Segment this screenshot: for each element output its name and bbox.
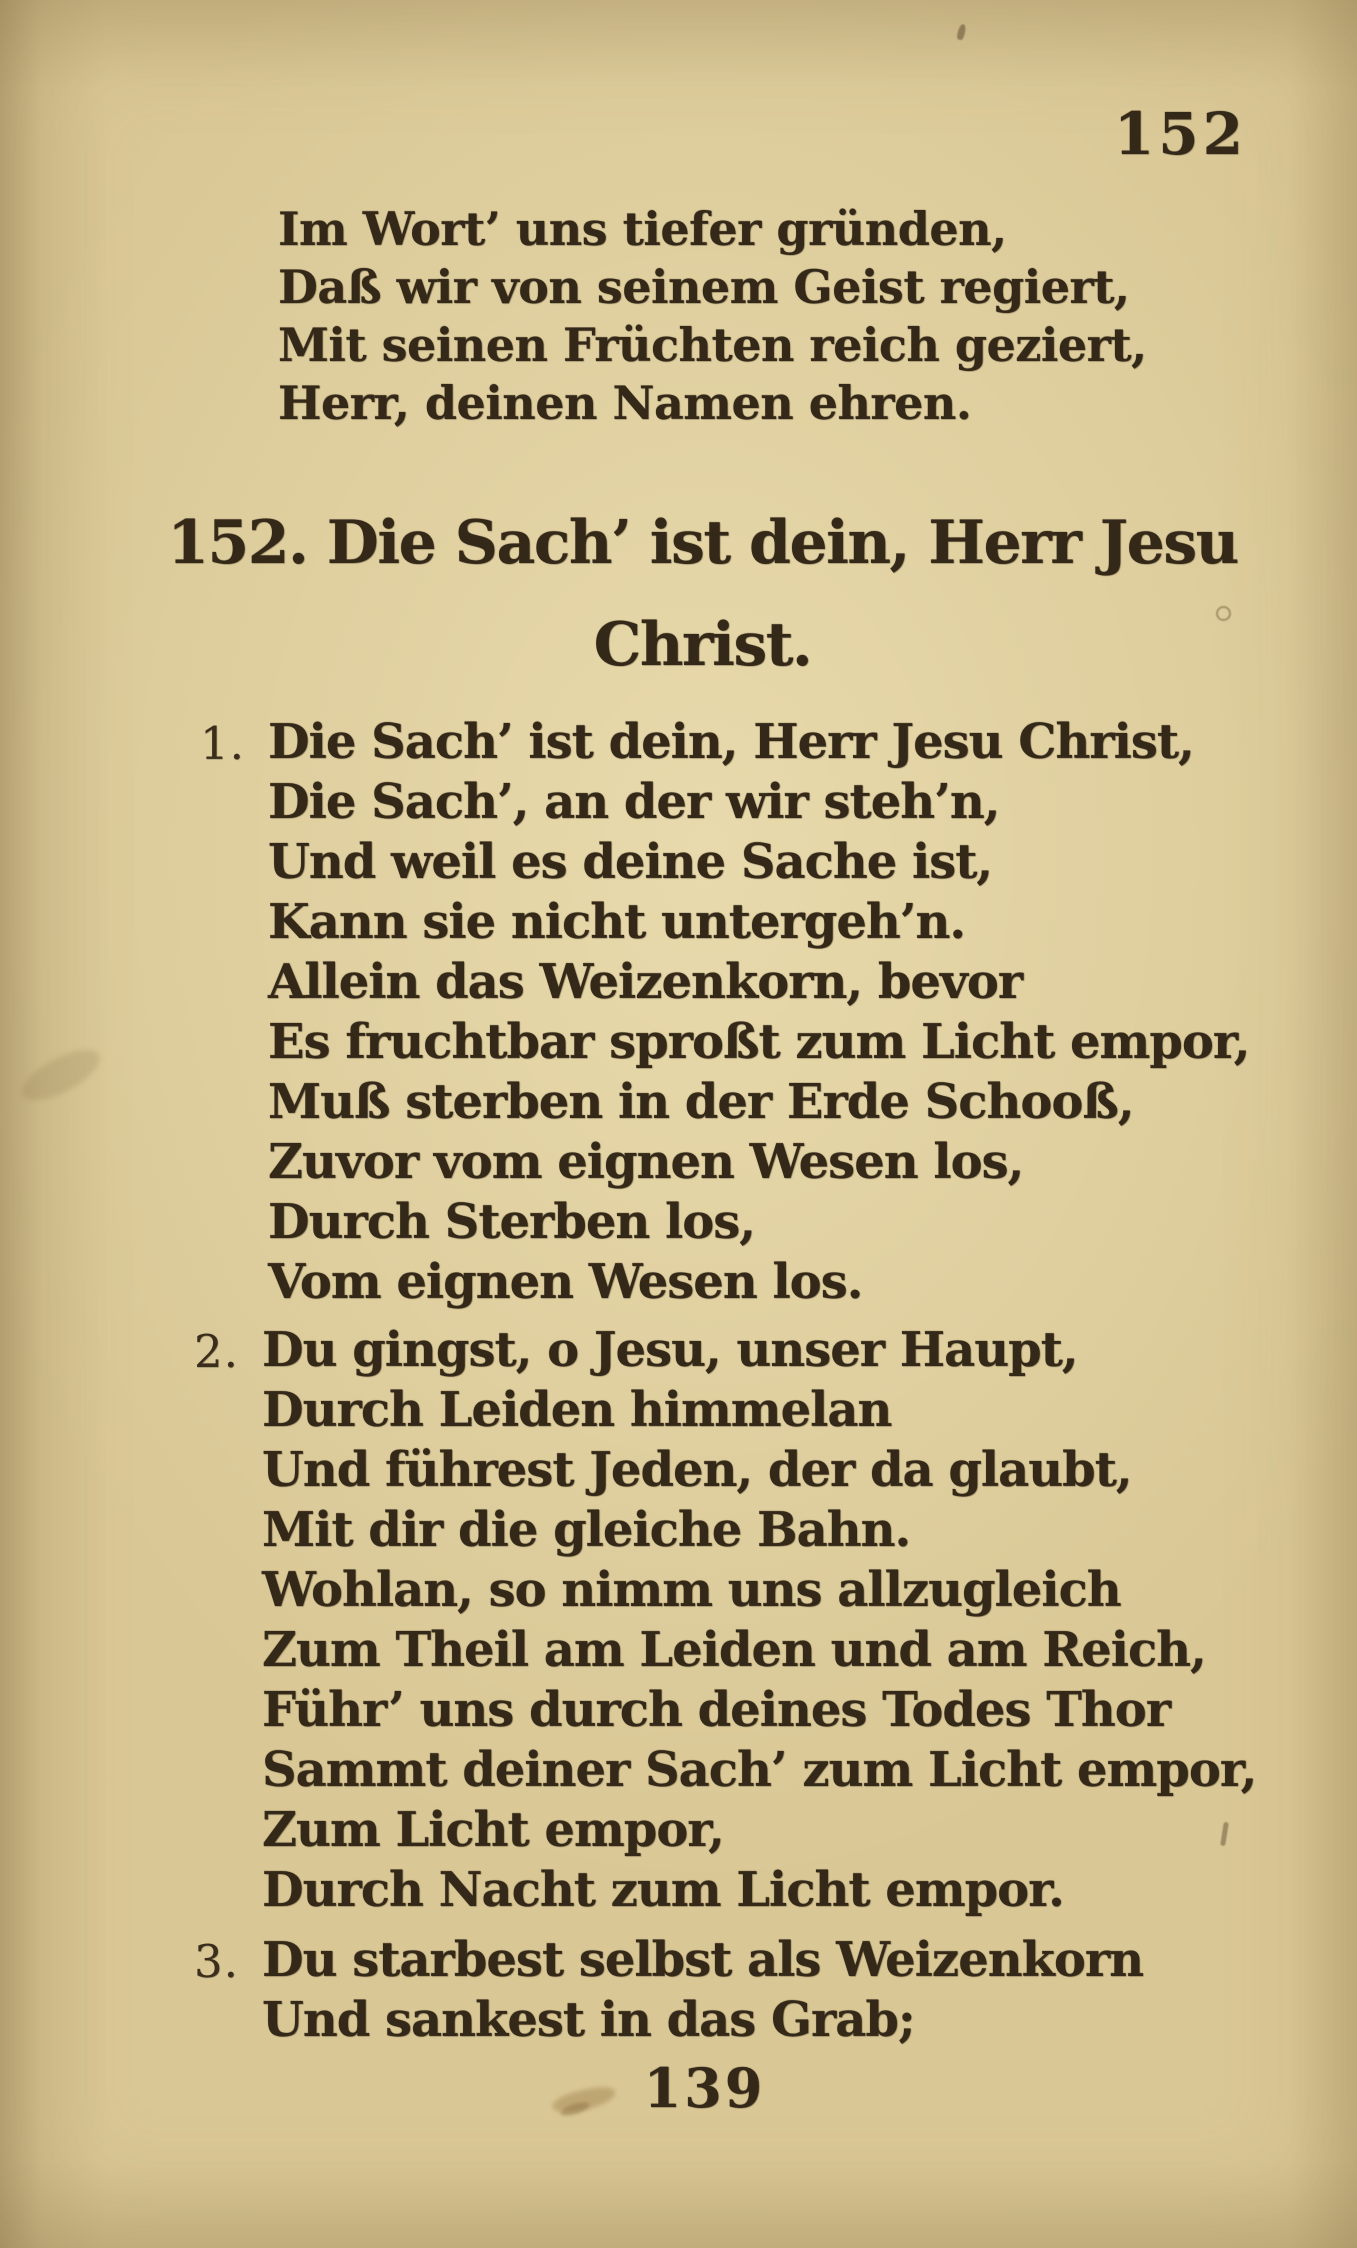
page-footer-number: 139: [643, 2056, 766, 2120]
verse-line: Zum Licht empor,: [262, 1802, 724, 1858]
verse-line: Herr, deinen Namen ehren.: [278, 376, 972, 430]
verse-line: Daß wir von seinem Geist regiert,: [278, 260, 1130, 314]
verse-line: Es fruchtbar sproßt zum Licht empor,: [268, 1014, 1250, 1070]
verse-line: Mit seinen Früchten reich geziert,: [278, 318, 1147, 372]
verse-line: Zuvor vom eignen Wesen los,: [268, 1134, 1024, 1190]
verse-line: Durch Nacht zum Licht empor.: [262, 1862, 1064, 1918]
verse-line: Und weil es deine Sache ist,: [268, 834, 993, 890]
hymn-title: [0, 492, 1357, 696]
verse-line: Die Sach’ ist dein, Herr Jesu Christ,: [268, 714, 1194, 770]
verse-lines: [262, 1930, 1143, 2050]
verse-line: Durch Leiden himmelan: [262, 1382, 892, 1438]
hymn-title-line2: Christ.: [593, 610, 812, 680]
verse-line: Kann sie nicht untergeh’n.: [268, 894, 966, 950]
verse-line: Vom eignen Wesen los.: [268, 1254, 863, 1310]
verse-line: Durch Sterben los,: [268, 1194, 756, 1250]
verse-line: Mit dir die gleiche Bahn.: [262, 1502, 911, 1558]
verse-line: Du gingst, o Jesu, unser Haupt,: [262, 1322, 1078, 1378]
verse-lines: [262, 1320, 1256, 1920]
hymn-number: 152.: [167, 508, 308, 578]
verse-line: Führ’ uns durch deines Todes Thor: [262, 1682, 1171, 1738]
verse-line: Allein das Weizenkorn, bevor: [268, 954, 1023, 1010]
verse-line: Wohlan, so nimm uns allzugleich: [262, 1562, 1121, 1618]
verse-line: Die Sach’, an der wir steh’n,: [268, 774, 1000, 830]
verse-line: Muß sterben in der Erde Schooß,: [268, 1074, 1134, 1130]
verse-line: Zum Theil am Leiden und am Reich,: [262, 1622, 1206, 1678]
hymn-title-line1: Die Sach’ ist dein, Herr Jesu: [326, 508, 1238, 578]
previous-hymn-ending: [278, 200, 1147, 432]
verse-number: 2.: [194, 1325, 239, 1378]
verse-number: 3.: [194, 1935, 239, 1988]
scan-smudge: [15, 1040, 107, 1110]
page-header-hymn-number: 152: [1113, 100, 1247, 168]
verse-line: Und führest Jeden, der da glaubt,: [262, 1442, 1132, 1498]
verse-number: 1.: [200, 717, 245, 770]
verse-line: Im Wort’ uns tiefer gründen,: [278, 202, 1007, 256]
verse-2: [194, 1320, 1256, 1920]
verse-line: Du starbest selbst als Weizenkorn: [262, 1932, 1144, 1988]
verse-lines: [268, 712, 1249, 1312]
verse-line: Und sankest in das Grab;: [262, 1992, 915, 2048]
scan-speck: [956, 23, 967, 40]
verse-1: [200, 712, 1249, 1312]
verse-line: Sammt deiner Sach’ zum Licht empor,: [262, 1742, 1257, 1798]
verse-3: [194, 1930, 1143, 2050]
